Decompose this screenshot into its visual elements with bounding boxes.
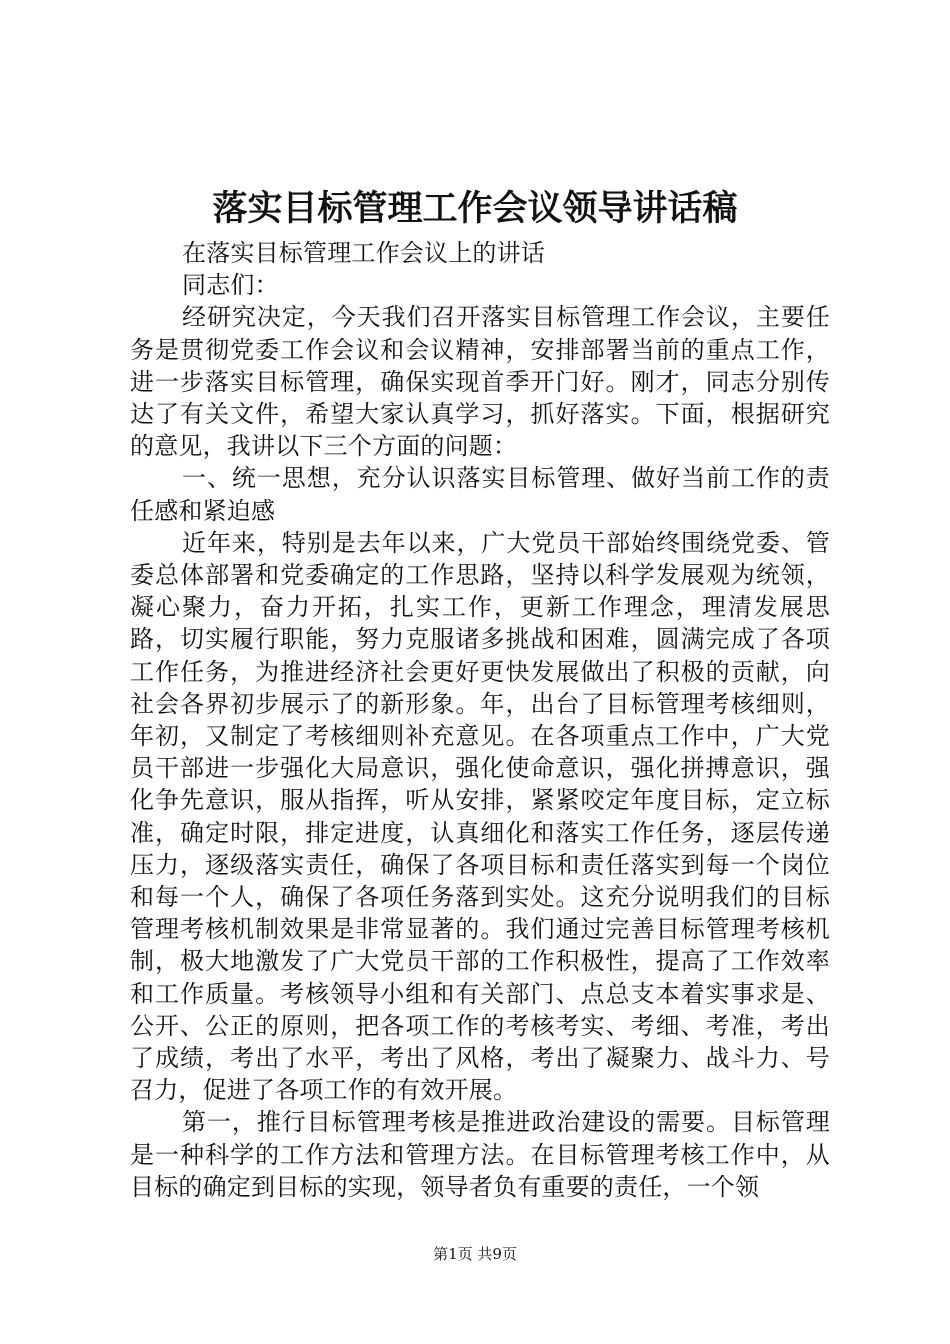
salutation-paragraph: 同志们： — [182, 271, 279, 300]
document-title: 落实目标管理工作会议领导讲话稿 — [212, 188, 738, 229]
body-paragraph: 第一，推行目标管理考核是推进政治建设的需要。目标管理是一种科学的工作方法和管理方法。在目标管理考核工作中，从目标的确定到目标的实现，领导者负有重要的责任，一个领 — [130, 1108, 830, 1201]
body-paragraph: 经研究决定，今天我们召开落实目标管理工作会议，主要任务是贯彻党委工作会议和会议精神，安排部署当前的重点工作，进一步落实目标管理，确保实现首季开门好。刚才，同志分别传达了有关文件，希望大家认真学习，抓好落实。下面，根据研究的意见，我讲以下三个方面的问题： — [130, 303, 830, 461]
page-number-footer: 第1页 共9页 — [433, 1245, 517, 1263]
body-paragraph: 近年来，特别是去年以来，广大党员干部始终围绕党委、管委总体部署和党委确定的工作思路，坚持以科学发展观为统领，凝心聚力，奋力开拓，扎实工作，更新工作理念，理清发展思路，切实履行职能，努力克服诸多挑战和困难，圆满完成了各项工作任务，为推进经济社会更好更快发展做出了积极的贡献，向社会各界初步展示了的新形象。年，出台了目标管理考核细则，年初，又制定了考核细则补充意见。在各项重点工作中，广大党员干部进一步强化大局意识，强化使命意识，强化拼搏意识，强化争先意识，服从指挥，听从安排，紧紧咬定年度目标，定立标准，确定时限，排定进度，认真细化和落实工作任务，逐层传递压力，逐级落实责任，确保了各项目标和责任落实到每一个岗位和每一个人，确保了各项任务落到实处。这充分说明我们的目标管理考核机制效果是非常显著的。我们通过完善目标管理考核机制，极大地激发了广大党员干部的工作积极性，提高了工作效率和工作质量。考核领导小组和有关部门、点总支本着实事求是、公开、公正的原则，把各项工作的考核考实、考细、考准，考出了成绩，考出了水平，考出了风格，考出了凝聚力、战斗力、号召力，促进了各项工作的有效开展。 — [130, 528, 830, 1105]
subtitle-paragraph: 在落实目标管理工作会议上的讲话 — [182, 239, 545, 267]
document-body — [130, 237, 830, 1203]
section-heading: 一、统一思想，充分认识落实目标管理、做好当前工作的责任感和紧迫感 — [130, 464, 830, 525]
